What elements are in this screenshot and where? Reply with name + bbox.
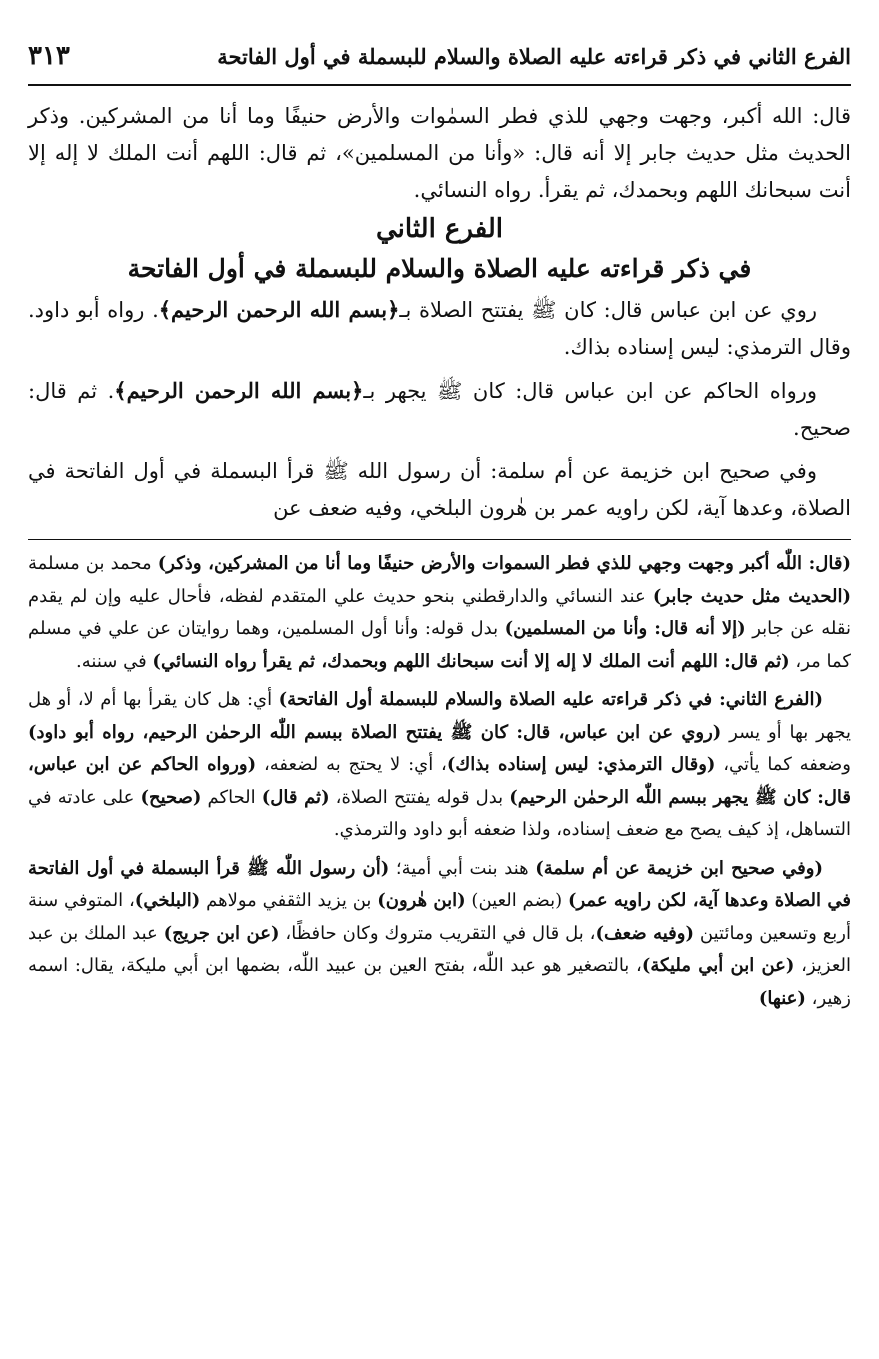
matn-quote: (إلا أنه قال: وأنا من المسلمين) xyxy=(504,618,746,639)
quran-quote: ﴿بسم الله الرحمن الرحيم﴾ xyxy=(158,297,400,322)
matn-quote: (ثم قال: اللهم أنت الملك لا إله إلا أنت سبحانك اللهم وبحمدك، ثم يقرأ رواه النسائي) xyxy=(152,650,790,672)
matn-quote: (الفرع الثاني: في ذكر قراءته عليه الصلاة والسلام للبسملة أول الفاتحة) xyxy=(278,689,823,710)
matn-quote: (ورواه الحاكم عن ابن عباس، قال: كان ﷺ يجهر ببسم اللّٰه الرحمٰن الرحيم) xyxy=(28,754,852,808)
matn-quote: (عنها) xyxy=(758,987,806,1009)
text-span: ، المتوفي سنة أربع وتسعين ومائتين xyxy=(28,890,852,944)
matn-quote: (البلخي) xyxy=(134,890,201,911)
page-header xyxy=(28,28,851,86)
text-span: على عادته في التساهل، إذ كيف يصح مع ضعف إسناده، ولذا ضعفه أبو داود والترمذي. xyxy=(28,786,851,840)
text-span: عبد الملك بن عبد العزيز، xyxy=(28,922,851,976)
text-span: عند النسائي والدارقطني بنحو حديث علي المتقدم لفظه، فأحال عليه وإن لم يقدم نقله عن جابر xyxy=(28,585,851,639)
commentary-paragraph-1 xyxy=(28,548,851,678)
text-span: ، أي: لا يحتج به لضعفه، xyxy=(256,754,447,775)
text-span: ورواه الحاكم عن ابن عباس قال: كان ﷺ يجهر بـ xyxy=(363,379,818,403)
matn-quote: (الحديث مثل حديث جابر) xyxy=(652,585,851,607)
commentary-paragraph-3 xyxy=(28,853,851,1016)
text-span: بدل قوله: وأنا أول المسلمين، وهما روايتان عن علي في مسلم كما مر، xyxy=(28,618,851,672)
matn-quote: (روي عن ابن عباس، قال: كان ﷺ يفتتح الصلاة ببسم اللّٰه الرحمٰن الرحيم، رواه أبو داود) xyxy=(28,721,722,743)
text-span: بدل قوله يفتتح الصلاة، xyxy=(329,786,510,808)
main-paragraph-4: وفي صحيح ابن خزيمة عن أم سلمة: أن رسول الله ﷺ قرأ البسملة في أول الفاتحة في الصلاة، وعدها آية، لكن راويه عمر بن هٰرون البلخي، وفيه ضعف عن xyxy=(28,459,851,520)
section-subheading: في ذكر قراءته عليه الصلاة والسلام للبسملة في أول الفاتحة xyxy=(127,254,752,283)
main-text xyxy=(28,86,851,527)
main-paragraph-3 xyxy=(28,372,851,447)
matn-quote: (قال: اللّٰه أكبر وجهت وجهي للذي فطر السموات والأرض حنيفًا وما أنا من المشركين، وذكر) xyxy=(157,553,851,574)
quran-quote: ﴿بسم الله الرحمن الرحيم﴾ xyxy=(114,378,364,403)
matn-quote: (صحيح) xyxy=(140,786,202,808)
text-span: روي عن ابن عباس قال: كان ﷺ يفتتح الصلاة بـ xyxy=(399,298,817,322)
text-span: هند بنت أبي أمية؛ xyxy=(389,857,536,879)
text-span: (بضم العين) xyxy=(465,890,568,911)
matn-quote: (ثم قال) xyxy=(261,786,330,808)
matn-quote: (وفيه ضعف) xyxy=(595,922,694,944)
main-paragraph-1: قال: الله أكبر، وجهت وجهي للذي فطر السمٰوات والأرض حنيفًا وما أنا من المشركين. وذكر الحديث مثل حديث جابر إلا أنه قال: «وأنا من المسلمين»، ثم قال: اللهم أنت الملك لا إله إلا أنت سبحانك اللهم وبحمدك، ثم يقرأ. رواه النسائي. xyxy=(28,104,851,202)
matn-quote: (عن ابن جريج) xyxy=(163,922,280,944)
section-heading: الفرع الثاني xyxy=(375,214,504,244)
footnote-divider xyxy=(28,539,851,540)
running-title: الفرع الثاني في ذكر قراءته عليه الصلاة والسلام للبسملة في أول الفاتحة xyxy=(217,43,851,69)
text-span: . رواه أبو داود. وقال الترمذي: ليس إسناده بذاك. xyxy=(28,298,851,359)
matn-quote: (وفي صحيح ابن خزيمة عن أم سلمة) xyxy=(535,857,823,879)
main-paragraph-2 xyxy=(28,291,851,366)
page-number: ٣١٣ xyxy=(28,41,70,71)
commentary-paragraph-2 xyxy=(28,684,851,847)
text-span: ، بالتصغير هو عبد اللّٰه، بفتح العين بن عبيد اللّٰه، بضمها ابن أبي مليكة، يقال: اسمه زهير، xyxy=(28,955,851,1009)
text-span: أي: هل كان يقرأ بها أم لا، أو هل يجهر بها أو يسر xyxy=(28,689,851,743)
matn-quote: (وقال الترمذي: ليس إسناده بذاك) xyxy=(446,754,716,775)
text-span: وضعفه كما يأتي، xyxy=(715,754,851,775)
commentary xyxy=(28,548,851,1015)
matn-quote: (أن رسول اللّٰه ﷺ قرأ البسملة في أول الفاتحة في الصلاة وعدها آية، لكن راويه عمر) xyxy=(28,857,851,911)
matn-quote: (عن ابن أبي مليكة) xyxy=(641,955,795,976)
text-span: ، بل قال في التقريب متروك وكان حافظًا، xyxy=(279,922,596,944)
text-span: الحاكم xyxy=(201,786,262,808)
text-span: في سننه. xyxy=(76,650,153,672)
text-span: محمد بن مسلمة xyxy=(28,553,158,574)
text-span: بن يزيد الثقفي مولاهم xyxy=(200,890,378,911)
text-span: . ثم قال: صحيح. xyxy=(28,379,851,440)
matn-quote: (ابن هٰرون) xyxy=(377,890,466,911)
book-page xyxy=(28,28,851,1015)
